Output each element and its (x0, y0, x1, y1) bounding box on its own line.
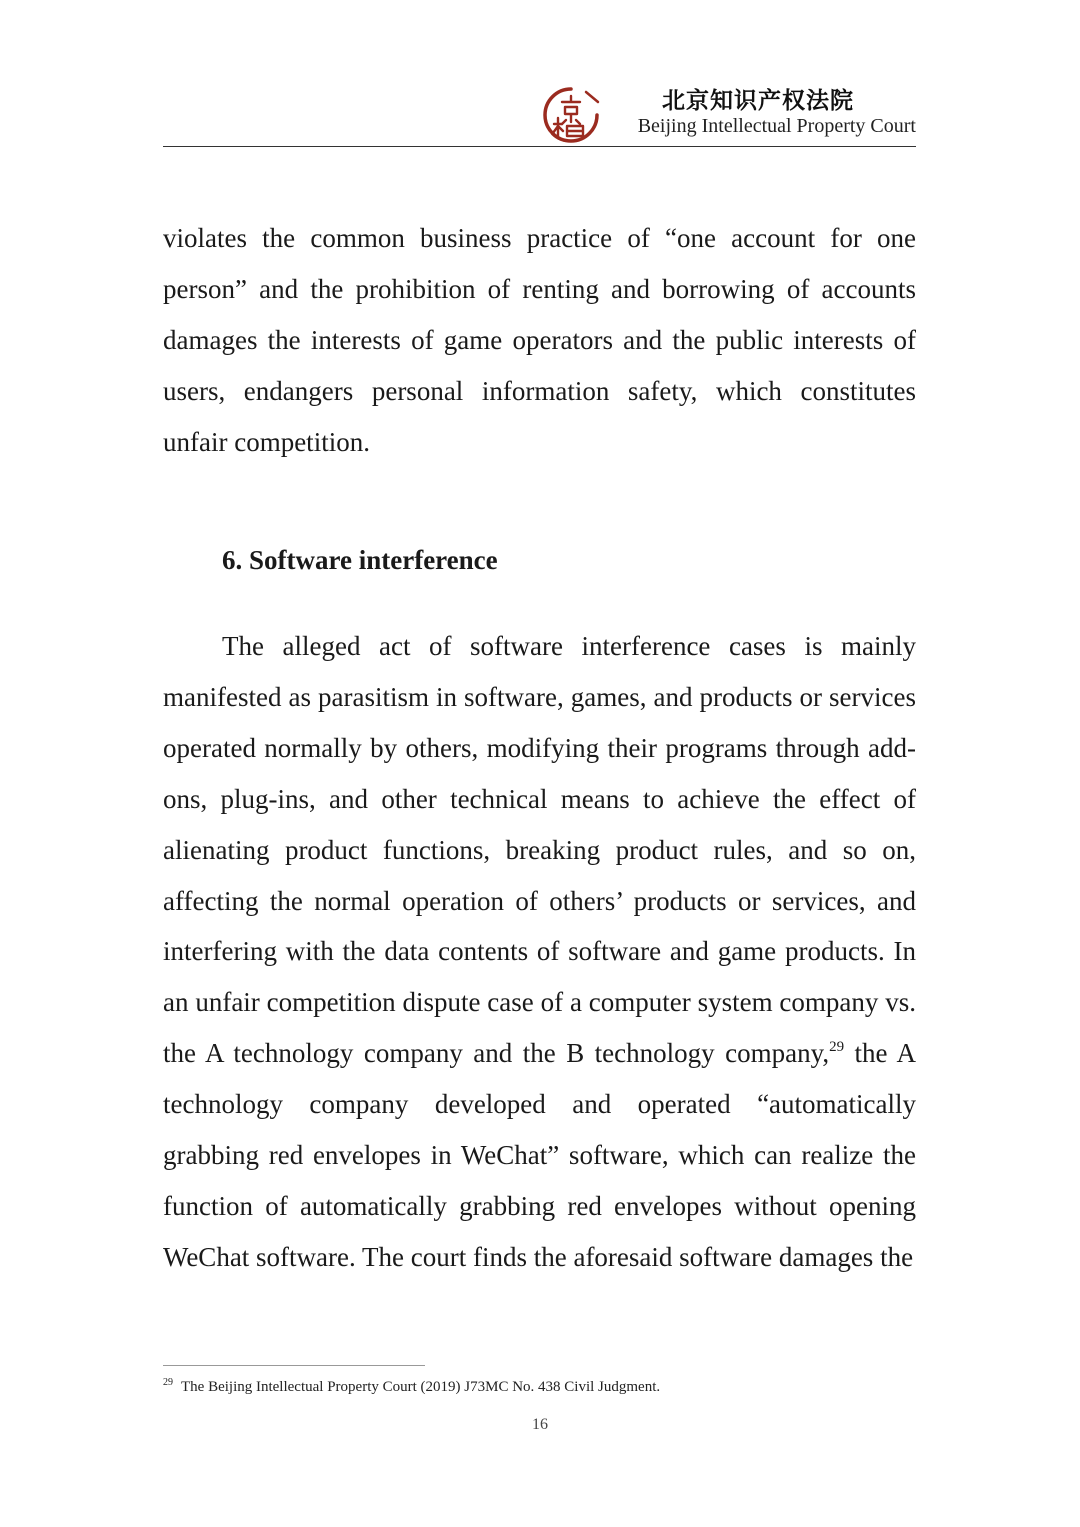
header-divider (163, 146, 916, 147)
court-seal-icon (540, 84, 602, 146)
court-name-english: Beijing Intellectual Property Court (637, 115, 916, 137)
paragraph-text-start: The alleged act of software interference cases is mainly manifested as parasitism in software, games, and products or services operated normally by others, modifying their programs through add-ons, plug-ins, and other technical means to achieve the effect of alienating product functions, breaking product rules, and so on, affecting the normal operation of others’ products or services, and interfering with the data contents of software and game products. In an unfair competition dispute case of a computer system company vs. the A technology company and the B technology company, (163, 631, 916, 1069)
footnote-reference[interactable]: 29 (829, 1039, 845, 1056)
body-paragraph (163, 621, 916, 1283)
footnote-number: 29 (163, 1377, 173, 1388)
paragraph-text-end: the A technology company developed and operated “automatically grabbing red envelopes in WeChat” software, which can realize the function of automatically grabbing red envelopes without opening WeChat software. The court finds the aforesaid software damages the (163, 1038, 917, 1272)
footnote-divider (163, 1365, 425, 1366)
footnote-text: The Beijing Intellectual Property Court (2019) J73MC No. 438 Civil Judgment. (181, 1379, 661, 1395)
footnote (163, 1377, 660, 1396)
section-heading: 6. Software interference (222, 545, 498, 575)
page-number: 16 (532, 1416, 548, 1433)
page-header (163, 80, 916, 146)
continued-paragraph: violates the common business practice of “one account for one person” and the prohibition of renting and borrowing of accounts damages the interests of game operators and the public interests of users, endangers personal information safety, which constitutes unfair competition. (163, 223, 916, 457)
court-name-chinese: 北京知识产权法院 (662, 88, 854, 114)
